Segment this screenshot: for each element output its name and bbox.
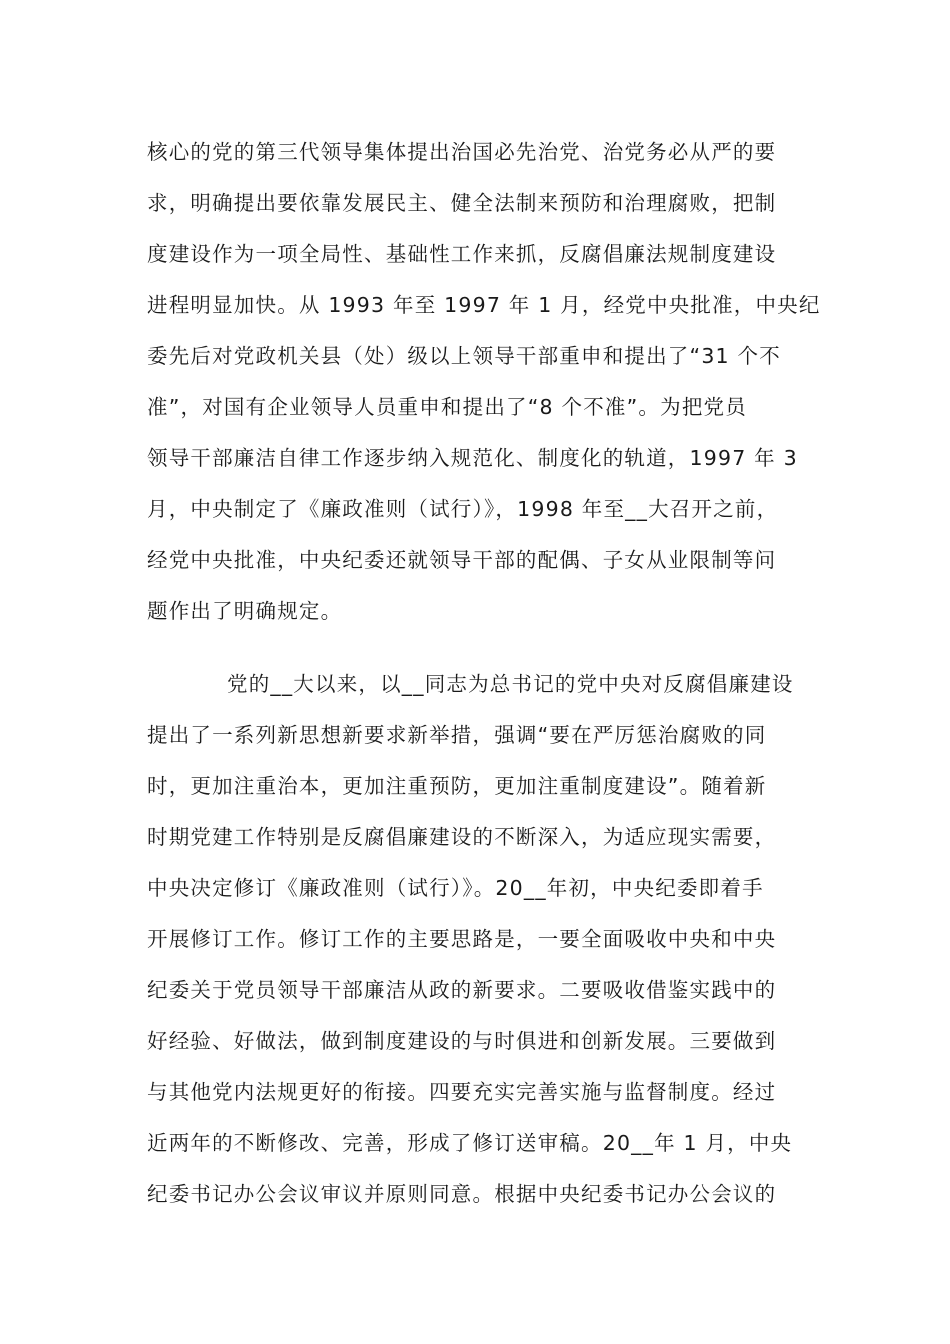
paragraph-2: [147, 664, 817, 1225]
paragraph-line: 委先后对党政机关县（处）级以上领导干部重申和提出了“31 个不: [147, 344, 781, 368]
paragraph-line: 好经验、好做法，做到制度建设的与时俱进和创新发展。三要做到: [147, 1029, 777, 1053]
paragraph-line: 领导干部廉洁自律工作逐步纳入规范化、制度化的轨道，1997 年 3: [147, 446, 798, 470]
paragraph-line: 核心的党的第三代领导集体提出治国必先治党、治党务必从严的要: [147, 140, 777, 164]
paragraph-line: 党的__大以来，以__同志为总书记的党中央对反腐倡廉建设: [227, 672, 794, 696]
paragraph-line: 题作出了明确规定。: [147, 599, 343, 623]
paragraph-line: 近两年的不断修改、完善，形成了修订送审稿。20__年 1 月，中央: [147, 1131, 793, 1155]
paragraph-line: 提出了一系列新思想新要求新举措，强调“要在严厉惩治腐败的同: [147, 723, 767, 747]
paragraph-line: 中央决定修订《廉政准则（试行）》。20__年初，中央纪委即着手: [147, 876, 764, 900]
paragraph-line: 度建设作为一项全局性、基础性工作来抓，反腐倡廉法规制度建设: [147, 242, 777, 266]
paragraph-line: 月，中央制定了《廉政准则（试行）》，1998 年至__大召开之前，: [147, 497, 779, 521]
paragraph-line: 经党中央批准，中央纪委还就领导干部的配偶、子女从业限制等问: [147, 548, 777, 572]
paragraph-line: 时期党建工作特别是反腐倡廉建设的不断深入，为适应现实需要，: [147, 825, 777, 849]
paragraph-1: [147, 132, 821, 642]
paragraph-line: 纪委关于党员领导干部廉洁从政的新要求。二要吸收借鉴实践中的: [147, 978, 777, 1002]
paragraph-line: 与其他党内法规更好的衔接。四要充实完善实施与监督制度。经过: [147, 1080, 777, 1104]
paragraph-line: 进程明显加快。从 1993 年至 1997 年 1 月，经党中央批准，中央纪: [147, 293, 821, 317]
paragraph-line: 准”，对国有企业领导人员重申和提出了“8 个不准”。为把党员: [147, 395, 747, 419]
paragraph-line: 时，更加注重治本，更加注重预防，更加注重制度建设”。随着新: [147, 774, 767, 798]
paragraph-line: 开展修订工作。修订工作的主要思路是，一要全面吸收中央和中央: [147, 927, 777, 951]
paragraph-line: 纪委书记办公会议审议并原则同意。根据中央纪委书记办公会议的: [147, 1182, 777, 1206]
paragraph-line: 求，明确提出要依靠发展民主、健全法制来预防和治理腐败，把制: [147, 191, 777, 215]
